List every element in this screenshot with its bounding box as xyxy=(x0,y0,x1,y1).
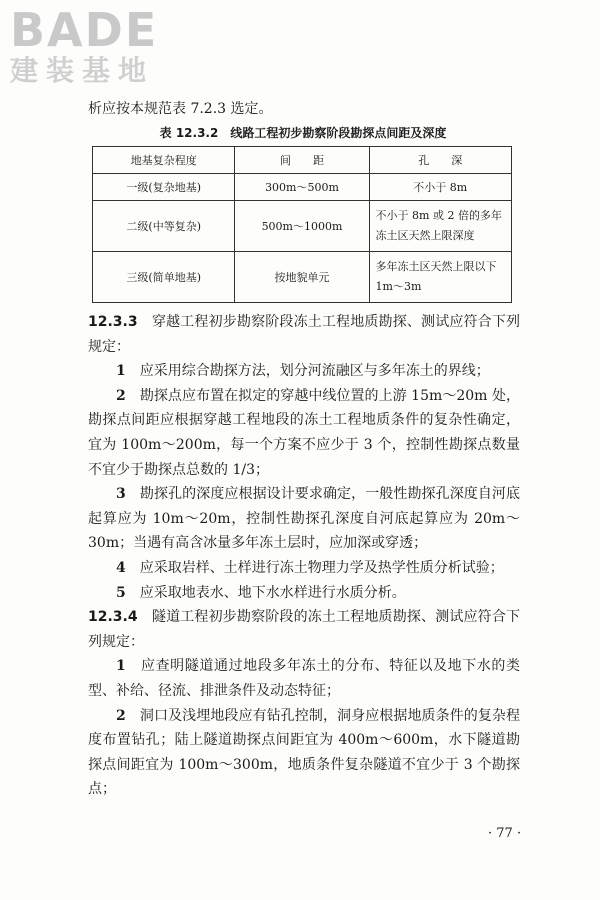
section-heading-text: 穿越工程初步勘察阶段冻土工程地质勘探、测试应符合下列规定： xyxy=(88,314,521,355)
list-item: 3 勘探孔的深度应根据设计要求确定，一般性勘探孔深度自河底起算应为 10m～20m，控制性勘探孔深度自河底起算应为 20m～30m；当遇有高含冰量多年冻土层时，应加深或穿透； xyxy=(88,486,521,552)
list-item: 1 应查明隧道通过地段多年冻土的分布、特征以及地下水的类型、补给、径流、排泄条件及动态特征； xyxy=(88,658,521,699)
header-spacing: 间 距 xyxy=(235,147,369,174)
header-complexity: 地基复杂程度 xyxy=(93,147,235,174)
header-depth: 孔 深 xyxy=(369,147,511,174)
table-row xyxy=(93,174,512,201)
cell-complexity: 三级(简单地基) xyxy=(93,252,235,303)
list-item: 2 勘探点应布置在拟定的穿越中线位置的上游 15m～20m 处，勘探点间距应根据穿越工程地段的冻土工程地质条件的复杂性确定，宜为 100m～200m，每一个方案不应少于 3 个，控制性勘探点数量不宜少于勘探点总数的 1/3； xyxy=(88,387,520,478)
survey-spacing-table xyxy=(92,146,512,303)
brand-logo xyxy=(10,3,190,88)
list-item: 2 洞口及浅埋地段应有钻孔控制，洞身应根据地质条件的复杂程度布置钻孔；陆上隧道勘探点间距宜为 400m～600m，水下隧道勘探点间距宜为 100m～300m，地质条件复杂隧道不宜少于 3 个勘探点； xyxy=(88,707,521,798)
logo-subtitle: 建装基地 xyxy=(10,54,155,87)
section-number: 12.3.4 xyxy=(88,609,138,626)
list-item: 4 应采取岩样、土样进行冻土物理力学及热学性质分析试验； xyxy=(116,559,504,576)
cell-spacing: 500m～1000m xyxy=(235,201,369,252)
cell-spacing: 按地貌单元 xyxy=(235,252,369,303)
cell-depth: 不小于 8m 或 2 倍的多年冻土区天然上限深度 xyxy=(369,201,511,252)
section-heading xyxy=(88,310,520,359)
logo-wordmark: BADE xyxy=(10,3,159,57)
cell-depth: 多年冻土区天然上限以下 1m～3m xyxy=(369,252,511,303)
table-row xyxy=(93,201,512,252)
table-row xyxy=(93,252,512,303)
list-item: 1 应采用综合勘探方法，划分河流融区与多年冻土的界线； xyxy=(116,363,490,380)
cell-complexity: 二级(中等复杂) xyxy=(93,201,235,252)
table-title: 表 12.3.2 线路工程初步勘察阶段勘探点间距及深度 xyxy=(159,126,447,140)
section-heading-text: 隧道工程初步勘察阶段的冻土工程地质勘探、测试应符合下列规定： xyxy=(88,609,521,650)
cell-complexity: 一级(复杂地基) xyxy=(93,174,235,201)
page-number: · 77 · xyxy=(488,826,522,841)
section-number: 12.3.3 xyxy=(88,314,138,330)
table-header-row xyxy=(93,147,512,174)
cell-depth: 不小于 8m xyxy=(369,174,511,201)
document-body xyxy=(88,310,520,802)
section-heading xyxy=(88,605,520,654)
list-item: 5 应采取地表水、地下水水样进行水质分析。 xyxy=(116,584,406,601)
intro-line: 析应按本规范表 7.2.3 选定。 xyxy=(88,101,273,117)
cell-spacing: 300m～500m xyxy=(235,174,369,201)
